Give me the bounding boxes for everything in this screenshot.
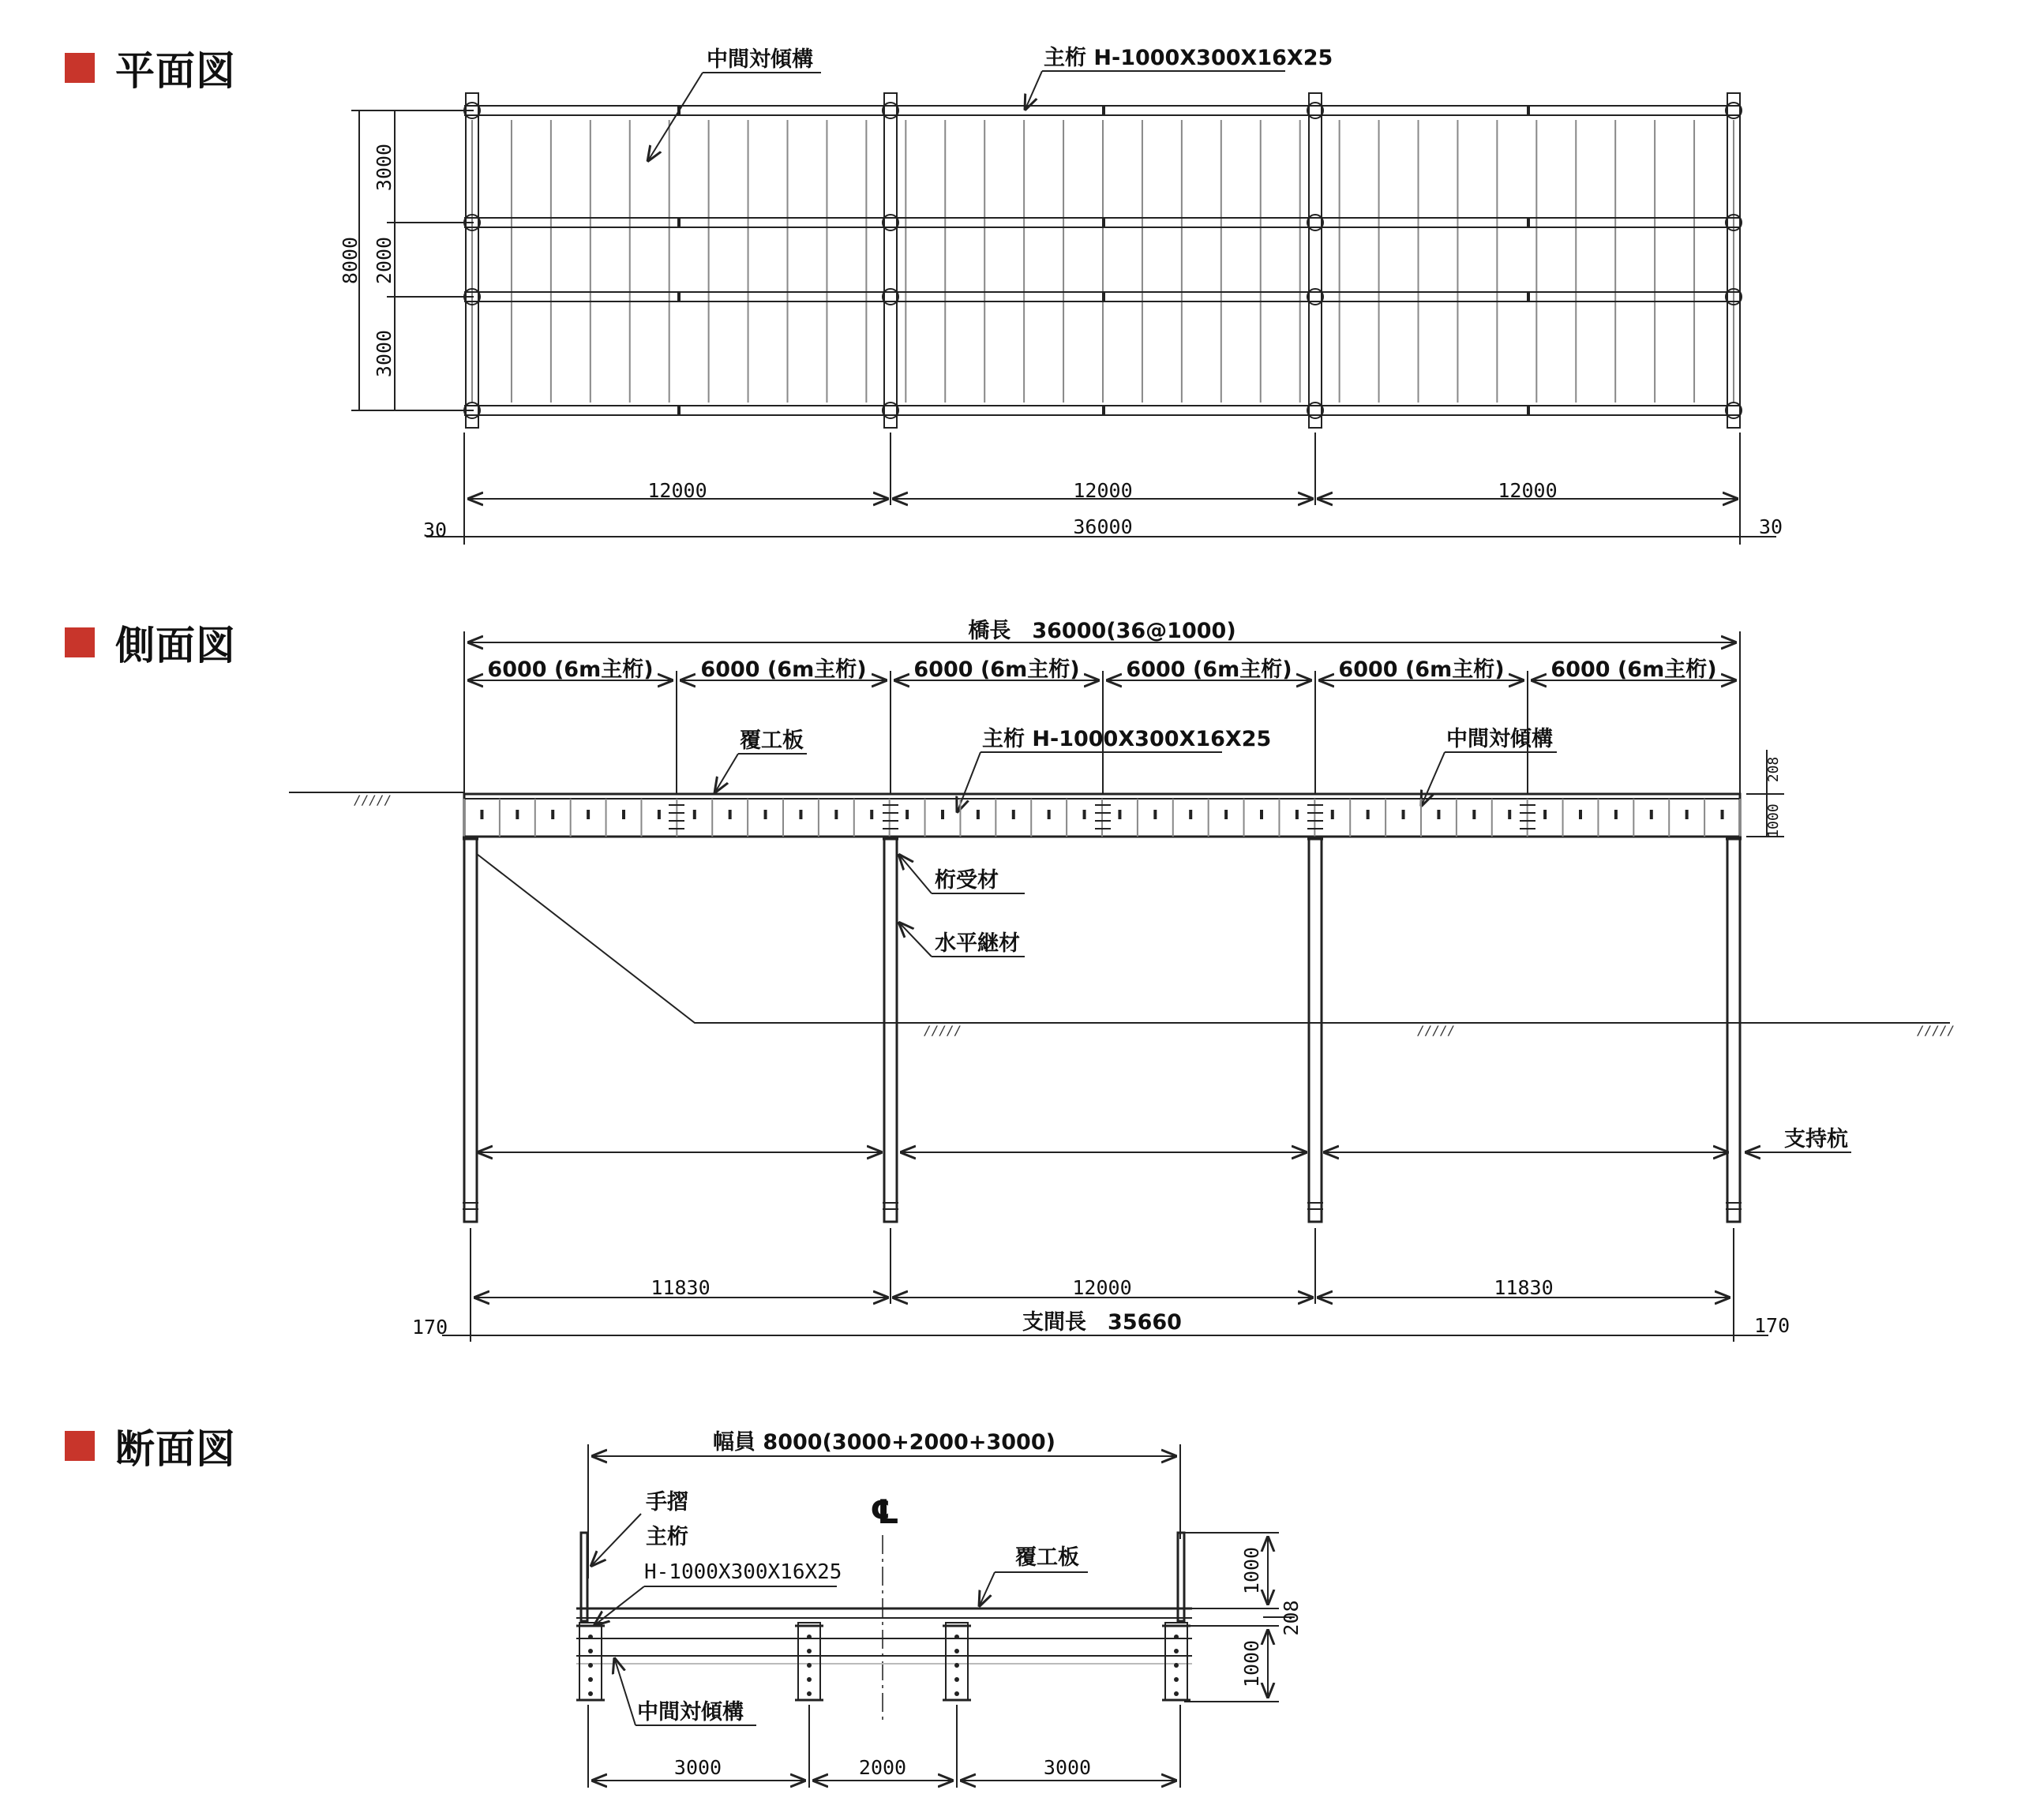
bolt-mark-icon bbox=[587, 810, 590, 819]
cross-girder bbox=[946, 1623, 968, 1700]
plan-girder-support bbox=[1309, 93, 1322, 428]
side-segment-label: 6000 (6m主桁) bbox=[1338, 657, 1505, 682]
cross-dim-span-3: 3000 bbox=[1043, 1756, 1092, 1779]
plan-girder-label: 主桁 H-1000X300X16X25 bbox=[1044, 46, 1333, 70]
bolt-mark-icon bbox=[906, 810, 909, 819]
bolt-icon bbox=[954, 1663, 959, 1668]
bolt-icon bbox=[588, 1649, 593, 1653]
cross-girder-label: 主桁 bbox=[646, 1525, 688, 1549]
cross-girder bbox=[798, 1623, 820, 1700]
side-dim-end-right: 170 bbox=[1754, 1314, 1790, 1337]
plan-girder-leader bbox=[1025, 71, 1042, 110]
cross-deck-leader bbox=[979, 1572, 995, 1607]
side-deck-leader bbox=[714, 754, 738, 793]
side-pile bbox=[884, 838, 897, 1222]
cross-dim-span-1: 3000 bbox=[673, 1756, 722, 1779]
bolt-mark-icon bbox=[799, 810, 802, 819]
bolt-mark-icon bbox=[870, 810, 873, 819]
bolt-mark-icon bbox=[941, 810, 944, 819]
side-deck-label: 覆工板 bbox=[740, 728, 804, 753]
bolt-mark-icon bbox=[480, 810, 483, 819]
bolt-mark-icon bbox=[1367, 810, 1370, 819]
cross-deck-label: 覆工板 bbox=[1015, 1545, 1079, 1570]
side-pile bbox=[1727, 838, 1740, 1222]
splice-mark-icon bbox=[1527, 291, 1530, 302]
cross-girder-spec: H-1000X300X16X25 bbox=[644, 1560, 842, 1584]
bolt-icon bbox=[1174, 1691, 1179, 1696]
bolt-icon bbox=[954, 1691, 959, 1696]
bolt-mark-icon bbox=[693, 810, 696, 819]
cross-dim-upper: 1000 bbox=[1240, 1546, 1263, 1595]
side-dim-height-girder: 1000 bbox=[1765, 803, 1782, 838]
cross-dim-lower: 1000 bbox=[1240, 1639, 1263, 1688]
bolt-mark-icon bbox=[516, 810, 519, 819]
bolt-icon bbox=[954, 1677, 959, 1682]
ground-hatch-icon: ///// bbox=[1917, 1023, 1955, 1038]
bolt-mark-icon bbox=[658, 810, 661, 819]
bolt-mark-icon bbox=[834, 810, 838, 819]
side-segment-label: 6000 (6m主桁) bbox=[487, 657, 654, 682]
side-horizontal-tie-label: 水平継材 bbox=[935, 931, 1020, 956]
side-ground-slope bbox=[477, 854, 1950, 1023]
splice-mark-icon bbox=[1102, 291, 1105, 302]
side-pile-label: 支持杭 bbox=[1784, 1127, 1848, 1152]
bolt-icon bbox=[954, 1649, 959, 1653]
bolt-mark-icon bbox=[1118, 810, 1121, 819]
plan-dim-width-3: 3000 bbox=[373, 329, 396, 378]
side-segment-label: 6000 (6m主桁) bbox=[700, 657, 867, 682]
bolt-icon bbox=[588, 1691, 593, 1696]
bolt-mark-icon bbox=[1472, 810, 1475, 819]
side-view bbox=[289, 619, 1955, 1342]
bolt-mark-icon bbox=[977, 810, 980, 819]
section-title-side: 側面図 bbox=[115, 623, 236, 668]
ground-hatch-icon: ///// bbox=[924, 1023, 962, 1038]
bolt-icon bbox=[588, 1663, 593, 1668]
plan-bracing-label: 中間対傾構 bbox=[707, 47, 813, 72]
plan-girder-support bbox=[884, 93, 897, 428]
bolt-mark-icon bbox=[1295, 810, 1299, 819]
cross-section bbox=[576, 1430, 1303, 1788]
side-support-leader bbox=[898, 854, 932, 893]
side-support-piles bbox=[463, 838, 1742, 1222]
splice-mark-icon bbox=[677, 291, 681, 302]
cross-girder bbox=[1165, 1623, 1187, 1700]
side-bracing-label: 中間対傾構 bbox=[1446, 727, 1553, 751]
bolt-mark-icon bbox=[1579, 810, 1582, 819]
splice-mark-icon bbox=[1102, 217, 1105, 228]
plan-dim-span-2: 12000 bbox=[1073, 479, 1133, 502]
side-segment-label: 6000 (6m主桁) bbox=[1550, 657, 1717, 682]
bolt-icon bbox=[807, 1677, 812, 1682]
side-pile bbox=[464, 838, 477, 1222]
bolt-icon bbox=[807, 1649, 812, 1653]
side-dim-total: 支間長 35660 bbox=[1022, 1310, 1182, 1335]
cross-dim-deck: 208 bbox=[1280, 1600, 1303, 1636]
plan-dim-span-3: 12000 bbox=[1498, 479, 1558, 502]
side-girder-stiffeners bbox=[464, 799, 1740, 837]
plan-dim-end-left: 30 bbox=[423, 519, 448, 541]
plan-dim-overall-width: 8000 bbox=[339, 236, 362, 285]
bolt-icon bbox=[1174, 1649, 1179, 1653]
side-tie-leader bbox=[898, 922, 932, 957]
bolt-mark-icon bbox=[1012, 810, 1015, 819]
bolt-mark-icon bbox=[1437, 810, 1440, 819]
bolt-mark-icon bbox=[551, 810, 554, 819]
cross-dim-span-2: 2000 bbox=[858, 1756, 907, 1779]
bolt-mark-icon bbox=[1224, 810, 1228, 819]
plan-bracing-leader bbox=[647, 73, 703, 162]
ground-hatch-icon: ///// bbox=[1417, 1023, 1456, 1038]
side-segment-label: 6000 (6m主桁) bbox=[913, 657, 1080, 682]
side-dim-height-top: 208 bbox=[1765, 756, 1782, 783]
cross-width-label: 幅員 8000(3000+2000+3000) bbox=[713, 1430, 1055, 1455]
bolt-icon bbox=[1174, 1635, 1179, 1639]
plan-view bbox=[339, 46, 1783, 545]
bolt-mark-icon bbox=[1048, 810, 1051, 819]
bolt-icon bbox=[1174, 1677, 1179, 1682]
splice-mark-icon bbox=[1527, 217, 1530, 228]
plan-dim-end-right: 30 bbox=[1759, 515, 1783, 538]
bolt-icon bbox=[807, 1635, 812, 1639]
cross-bracing-label: 中間対傾構 bbox=[637, 1700, 744, 1725]
splice-mark-icon bbox=[677, 217, 681, 228]
bolt-mark-icon bbox=[1260, 810, 1263, 819]
cross-girder bbox=[579, 1623, 602, 1700]
bolt-icon bbox=[588, 1635, 593, 1639]
side-segment-label: 6000 (6m主桁) bbox=[1126, 657, 1292, 682]
bolt-mark-icon bbox=[1331, 810, 1334, 819]
bolt-icon bbox=[1174, 1663, 1179, 1668]
side-dim-span-3: 11830 bbox=[1494, 1276, 1554, 1299]
splice-mark-icon bbox=[1102, 105, 1105, 116]
plan-dim-width-1: 3000 bbox=[373, 143, 396, 192]
centerline-icon: ℄ bbox=[870, 1492, 900, 1531]
side-pile bbox=[1309, 838, 1322, 1222]
cross-bracing-leader bbox=[614, 1657, 636, 1725]
splice-mark-icon bbox=[1527, 405, 1530, 416]
section-title-plan: 平面図 bbox=[115, 48, 236, 94]
ground-hatch-icon: ///// bbox=[354, 792, 392, 807]
bolt-mark-icon bbox=[622, 810, 625, 819]
plan-dim-total: 36000 bbox=[1073, 515, 1133, 538]
side-dim-end-left: 170 bbox=[412, 1316, 448, 1339]
cross-girder-leader bbox=[594, 1586, 644, 1626]
side-bridge-length: 橋長 36000(36@1000) bbox=[968, 619, 1236, 643]
bolt-mark-icon bbox=[1083, 810, 1086, 819]
side-dim-span-1: 11830 bbox=[651, 1276, 711, 1299]
section-title-cross: 断面図 bbox=[115, 1426, 236, 1472]
plan-dim-width-2: 2000 bbox=[373, 236, 396, 285]
side-segment-dims bbox=[467, 657, 1737, 793]
bolt-mark-icon bbox=[1508, 810, 1511, 819]
plan-deck-panels bbox=[472, 120, 1734, 403]
bolt-mark-icon bbox=[1685, 810, 1689, 819]
bolt-icon bbox=[588, 1677, 593, 1682]
splice-mark-icon bbox=[1102, 405, 1105, 416]
bolt-mark-icon bbox=[1189, 810, 1192, 819]
bolt-mark-icon bbox=[1153, 810, 1157, 819]
side-dim-span-2: 12000 bbox=[1072, 1276, 1132, 1299]
cross-handrail-label: 手摺 bbox=[646, 1490, 688, 1515]
bolt-mark-icon bbox=[1614, 810, 1618, 819]
bolt-mark-icon bbox=[1402, 810, 1405, 819]
bolt-icon bbox=[807, 1691, 812, 1696]
plan-dim-span-1: 12000 bbox=[647, 479, 707, 502]
bolt-mark-icon bbox=[729, 810, 732, 819]
bolt-mark-icon bbox=[764, 810, 767, 819]
cross-handrail-leader bbox=[591, 1514, 641, 1567]
splice-mark-icon bbox=[1527, 105, 1530, 116]
bolt-mark-icon bbox=[1543, 810, 1547, 819]
bolt-icon bbox=[807, 1663, 812, 1668]
bolt-mark-icon bbox=[1650, 810, 1653, 819]
bolt-icon bbox=[954, 1635, 959, 1639]
side-girder-support-label: 桁受材 bbox=[935, 868, 999, 893]
side-girder-label: 主桁 H-1000X300X16X25 bbox=[982, 727, 1272, 751]
splice-mark-icon bbox=[677, 405, 681, 416]
bolt-mark-icon bbox=[1721, 810, 1724, 819]
